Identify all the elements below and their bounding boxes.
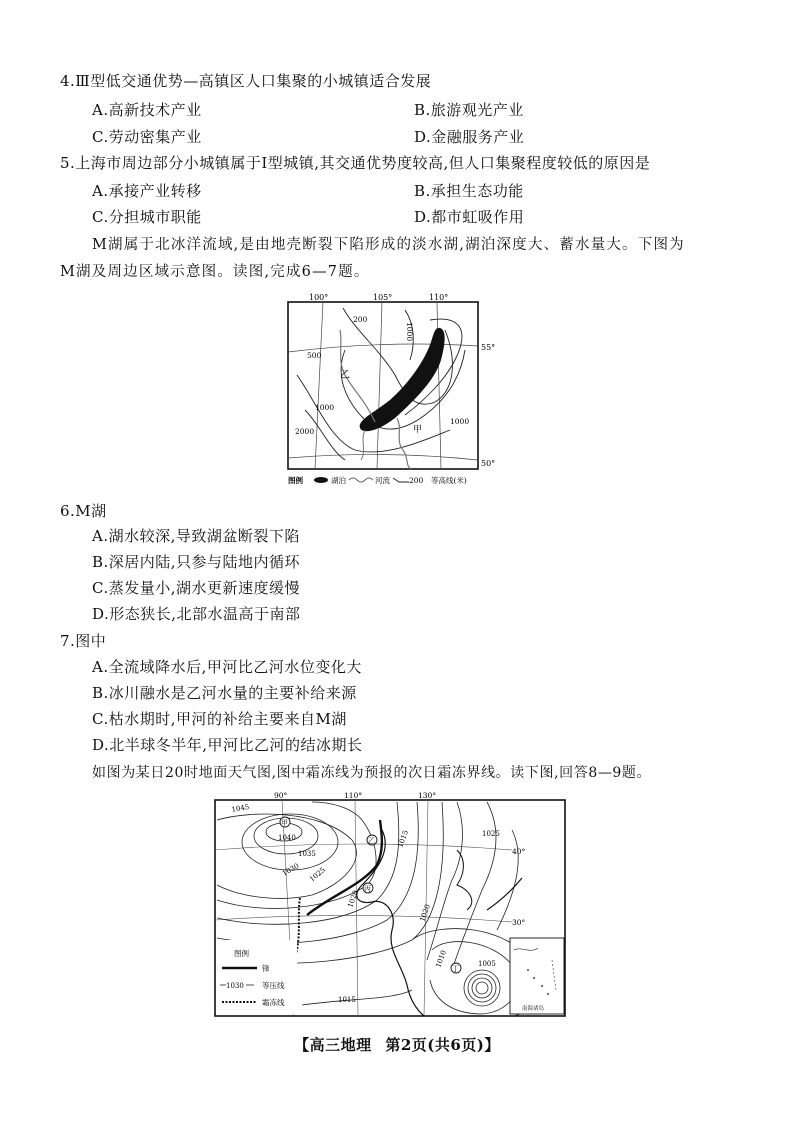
map2-lon-90: 90° <box>274 791 288 800</box>
contour-label-1000-north: 1000 <box>405 322 414 342</box>
south-china-sea-inset <box>510 938 564 1014</box>
map2-lon-110: 110° <box>344 791 363 800</box>
contour-label-200: 200 <box>353 315 368 324</box>
map1-lon-105: 105° <box>373 293 393 302</box>
q5-option-a: A.承接产业转移 <box>92 182 202 200</box>
contour-label-500: 500 <box>307 351 322 360</box>
isobar-label-1025-west: 1025 <box>308 865 327 884</box>
isobar-label-1040: 1040 <box>278 834 296 842</box>
map2-lat-40: 40° <box>512 847 526 856</box>
q5-option-c: C.分担城市职能 <box>92 208 202 226</box>
map1-legend-contour: 等高线(米) <box>431 476 467 485</box>
map2-legend-isobar-value: 1030 <box>226 982 244 990</box>
q4-option-d: D.金融服务产业 <box>414 128 525 146</box>
page-footer <box>0 1034 794 1055</box>
map2-lat-30: 30° <box>512 918 526 927</box>
q7-option-b: B.冰川融水是乙河水量的主要补给来源 <box>92 684 357 702</box>
map1-legend-contour-value: 200 <box>409 476 424 485</box>
map2-legend-front: 锋 <box>262 964 270 973</box>
map1-lat-50: 50° <box>481 459 496 468</box>
contour-label-1000-west: 1000 <box>315 403 335 412</box>
point-yi: 乙 <box>368 837 375 845</box>
isobar-label-1020-center: 1020 <box>346 889 360 909</box>
q7-option-a: A.全流域降水后,甲河比乙河水位变化大 <box>92 658 362 676</box>
point-ding: 丁 <box>452 965 459 973</box>
map2-lon-130: 130° <box>418 791 437 800</box>
q6-stem: 6.M湖 <box>60 502 107 520</box>
lake-map-figure <box>285 290 500 490</box>
legend-contour-icon <box>393 478 409 482</box>
contour-label-2000: 2000 <box>295 427 315 436</box>
inset-label: 南海诸岛 <box>522 1006 545 1012</box>
river-label-yi: 乙 <box>340 370 350 381</box>
footer-subject: 【高三地理 <box>294 1036 372 1054</box>
isobar-label-1020-east: 1020 <box>418 903 432 923</box>
q6-option-d: D.形态狭长,北部水温高于南部 <box>92 605 301 623</box>
map1-legend-river: 河流 <box>375 476 390 485</box>
isobar-label-1045: 1045 <box>230 802 250 814</box>
isobar-label-1015-south: 1015 <box>338 996 356 1004</box>
map1-lon-110: 110° <box>429 293 449 302</box>
q5-stem: 5.上海市周边部分小城镇属于Ⅰ型城镇,其交通优势度较高,但人口集聚程度较低的原因是 <box>60 154 651 172</box>
q6-option-a: A.湖水较深,导致湖盆断裂下陷 <box>92 527 300 545</box>
q4-option-b: B.旅游观光产业 <box>414 101 524 119</box>
q7-option-d: D.北半球冬半年,甲河比乙河的结冰期长 <box>92 736 363 754</box>
legend-lake-icon <box>314 477 328 483</box>
map2-legend-frost: 霜冻线 <box>262 998 285 1007</box>
isobar-label-1010: 1010 <box>434 949 448 969</box>
passage2-line1: 如图为某日20时地面天气图,图中霜冻线为预报的次日霜冻界线。读下图,回答8—9题。 <box>92 765 652 781</box>
q4-option-c: C.劳动密集产业 <box>92 128 202 146</box>
q6-option-c: C.蒸发量小,湖水更新速度缓慢 <box>92 579 300 597</box>
q4-stem: 4.Ⅲ型低交通优势—高镇区人口集聚的小城镇适合发展 <box>60 72 432 90</box>
point-bing: 丙 <box>364 885 371 893</box>
q6-option-b: B.深居内陆,只参与陆地内循环 <box>92 553 301 571</box>
weather-map-figure <box>212 790 574 1020</box>
river-label-jia: 甲 <box>413 425 423 435</box>
passage1-line2: M湖及周边区域示意图。读图,完成6—7题。 <box>60 264 370 280</box>
map2-legend-title: 图例 <box>234 949 249 958</box>
passage1-line1: M湖属于北冰洋流域,是由地壳断裂下陷形成的淡水湖,湖泊深度大、蓄水量大。下图为 <box>92 237 685 253</box>
footer-page: 第2页(共6页)】 <box>385 1036 500 1054</box>
q7-stem: 7.图中 <box>60 632 107 650</box>
lake-map <box>285 290 500 490</box>
isobar-label-1015-north: 1015 <box>396 829 410 849</box>
point-jia: 甲 <box>281 819 288 827</box>
isobar-label-1030: 1030 <box>281 861 301 878</box>
contour-label-1000-east: 1000 <box>450 417 470 426</box>
q7-option-c: C.枯水期时,甲河的补给主要来自M湖 <box>92 710 347 728</box>
map2-legend-isobar: 等压线 <box>262 981 285 990</box>
map1-lat-55: 55° <box>481 343 496 352</box>
isobar-label-1005: 1005 <box>478 960 496 968</box>
q5-option-d: D.都市虹吸作用 <box>414 208 525 226</box>
legend-river-icon <box>349 478 373 482</box>
weather-map <box>212 790 574 1020</box>
map1-lon-100: 100° <box>309 293 329 302</box>
isobar-label-1025-east: 1025 <box>482 830 500 838</box>
q5-option-b: B.承担生态功能 <box>414 182 524 200</box>
map1-legend-lake: 湖泊 <box>331 476 346 485</box>
map1-legend-title: 图例 <box>288 476 303 485</box>
isobar-label-1035: 1035 <box>298 850 316 858</box>
q4-option-a: A.高新技术产业 <box>92 101 202 119</box>
